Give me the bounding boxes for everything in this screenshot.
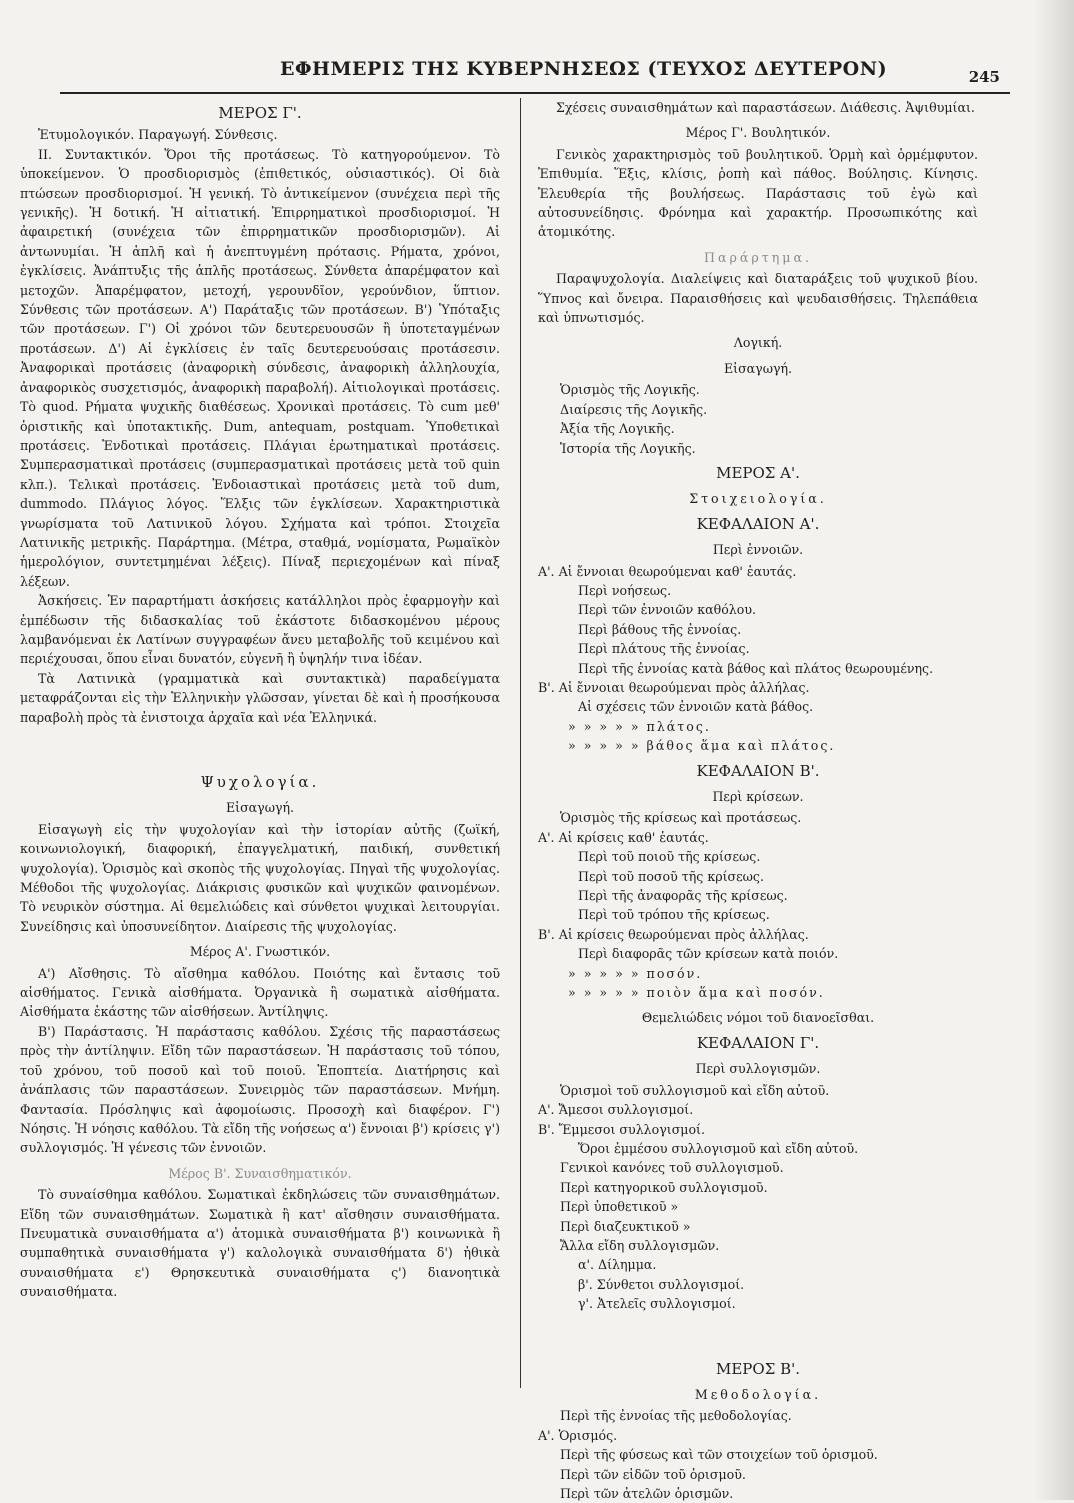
part-c-heading: ΜΕΡΟΣ Γ'.: [218, 104, 302, 122]
list-item: Γενικοὶ κανόνες τοῦ συλλογισμοῦ.: [560, 1160, 784, 1176]
list-item: Περὶ νοήσεως.: [578, 582, 672, 598]
list-item: Περὶ κατηγορικοῦ συλλογισμοῦ.: [560, 1179, 768, 1195]
list-item: Ἀξία τῆς Λογικῆς.: [560, 421, 675, 437]
paragraph: Γενικὸς χαρακτηρισμὸς τοῦ βουλητικοῦ. Ὁρμὴ καὶ ὁρμέμφυτον. Ἐπιθυμία. Ἕξις, κλίσις, ῥοπὴ καὶ πάθος. Βούλησις. Κίνησις. Ἐλευθερία τῆς βουλήσεως. Παράστασις τοῦ ἐγὼ καὶ αὐτοσυνείδησις. Φρόνημα καὶ χαρακτήρ. Προσωπικότης καὶ ἀτομικότης.: [538, 146, 978, 240]
paragraph: Β') Παράστασις. Ἡ παράστασις καθόλου. Σχέσις τῆς παραστάσεως πρὸς τὴν ἀντίληψιν. Εἴδη τῶν παραστάσεων. Ἡ παράστασις τοῦ τόπου, τοῦ χρόνου, τοῦ ποσοῦ καὶ τοῦ ποιοῦ. Ἐποπτεία. Διατήρησις καὶ ἀνάπλασις τῶν παραστάσεων. Συνειρμὸς τῶν παραστάσεων. Μνήμη. Φαντασία. Πρόσληψις καὶ ἀφομοίωσις. Προσοχὴ καὶ διαφέρον. Γ') Νόησις. Ἡ νόησις καθόλου. Τὰ εἴδη τῆς νοήσεως α') ἔννοιαι β') κρίσεις γ') συλλογισμός. Ἡ γένεσις τῶν ἐννοιῶν.: [20, 1023, 500, 1156]
fundamental-laws-heading: Θεμελιώδεις νόμοι τοῦ διανοεῖσθαι.: [641, 1010, 875, 1026]
list-item: β'. Σύνθετοι συλλογισμοί.: [578, 1276, 745, 1292]
part-b-heading: Μέρος Β'. Συναισθηματικόν.: [168, 1165, 352, 1181]
list-item: Β'. Αἱ κρίσεις θεωρούμεναι πρὸς ἀλλήλας.: [538, 926, 809, 942]
list-item: Α'. Ἄμεσοι συλλογισμοί.: [538, 1102, 694, 1118]
list-item: Περὶ τῆς ἐννοίας κατὰ βάθος καὶ πλάτος θεωρουμένης.: [578, 660, 934, 676]
introduction-heading: Εἰσαγωγή.: [225, 800, 295, 816]
list-item: Περὶ ὑποθετικοῦ »: [560, 1199, 679, 1215]
chapter-b-heading: ΚΕΦΑΛΑΙΟΝ Β'.: [696, 761, 820, 780]
ditto-line: » » » » » πλάτος.: [568, 718, 711, 734]
left-column: [20, 98, 500, 1302]
list-item: Αἱ σχέσεις τῶν ἐννοιῶν κατὰ βάθος.: [578, 699, 814, 715]
list-item: Περὶ τοῦ ποιοῦ τῆς κρίσεως.: [578, 849, 761, 865]
list-item: α'. Δίλημμα.: [578, 1257, 657, 1273]
list-item: Ἄλλα εἴδη συλλογισμῶν.: [560, 1237, 720, 1253]
ditto-line: » » » » » ποσόν.: [568, 965, 703, 981]
chapter-a-heading: ΚΕΦΑΛΑΙΟΝ Α'.: [696, 514, 820, 533]
list-item: Ὁρισμοὶ τοῦ συλλογισμοῦ καὶ εἴδη αὐτοῦ.: [560, 1082, 830, 1098]
elements-heading: Στοιχειολογία.: [689, 491, 827, 507]
paragraph: Ἀσκήσεις. Ἐν παραρτήματι ἀσκήσεις κατάλληλοι πρὸς ἐφαρμογὴν καὶ ἐμπέδωσιν τῆς διδασκαλίας τοῦ ἑκάστοτε διδασκομένου μέρους λαμβανόμεναι ἐκ Λατίνων συγγραφέων ἄνευ μεταβολῆς τοῦ κειμένου καὶ περιέχουσαι, ὅπου εἶναι δυνατόν, εὐγενῆ ἢ ὑψηλήν τινα ἰδέαν.: [20, 593, 500, 667]
right-column: [538, 98, 978, 1503]
psychology-heading: Ψυχολογία.: [200, 773, 320, 791]
page-title: ΕΦΗΜΕΡΙΣ ΤΗΣ ΚΥΒΕΡΝΗΣΕΩΣ (ΤΕΥΧΟΣ ΔΕΥΤΕΡΟΝ): [280, 58, 888, 80]
list-item: Περὶ διαζευκτικοῦ »: [560, 1218, 691, 1234]
part-b-heading: ΜΕΡΟΣ Β'.: [716, 1359, 800, 1378]
paragraph: Σχέσεις συναισθημάτων καὶ παραστάσεων. Διάθεσις. Ἀψιθυμίαι.: [556, 100, 975, 115]
list-item: Περὶ τῶν ἐννοιῶν καθόλου.: [578, 602, 757, 618]
column-divider: [520, 98, 521, 1388]
page-number: 245: [968, 68, 1000, 86]
chapter-b-subheading: Περὶ κρίσεων.: [712, 789, 804, 804]
list-item: Περὶ τῆς ἐννοίας τῆς μεθοδολογίας.: [560, 1408, 792, 1424]
list-item: Περὶ διαφορᾶς τῶν κρίσεων κατὰ ποιόν.: [578, 946, 839, 962]
list-item: Περὶ τῆς ἀναφορᾶς τῆς κρίσεως.: [578, 888, 788, 904]
list-item: Περὶ τῶν εἰδῶν τοῦ ὁρισμοῦ.: [560, 1466, 746, 1482]
header-rule: [60, 92, 1010, 94]
logic-heading: Λογική.: [733, 335, 783, 351]
paragraph: Ἐτυμολογικόν. Παραγωγή. Σύνθεσις.: [38, 127, 278, 143]
list-item: Περὶ τοῦ τρόπου τῆς κρίσεως.: [578, 907, 770, 923]
gutter-shadow: [1034, 0, 1074, 1500]
introduction-heading: Εἰσαγωγή.: [723, 360, 793, 376]
list-item: Ἱστορία τῆς Λογικῆς.: [560, 440, 696, 456]
paragraph: Εἰσαγωγὴ εἰς τὴν ψυχολογίαν καὶ τὴν ἱστορίαν αὐτῆς (ζωϊκή, κοινωνιολογική, διαφορική, ἐπαγγελματική, παιδική, συνθετική ψυχολογία). Ὁρισμὸς καὶ σκοπὸς τῆς ψυχολογίας. Πηγαὶ τῆς ψυχολογίας. Μέθοδοι τῆς ψυχολογίας. Διάκρισις φυσικῶν καὶ ψυχικῶν φαινομένων. Τὸ νευρικὸν σύστημα. Αἱ θεμελιώδεις καὶ σύνθετοι ψυχικαὶ λειτουργίαι. Συνείδησις καὶ ὑποσυνείδητον. Διαίρεσις τῆς ψυχολογίας.: [20, 821, 500, 934]
list-item: Περὶ τῆς φύσεως καὶ τῶν στοιχείων τοῦ ὁρισμοῦ.: [560, 1447, 878, 1463]
appendix-heading: Παράρτημα.: [703, 249, 812, 265]
paragraph: Α') Αἴσθησις. Τὸ αἴσθημα καθόλου. Ποιότης καὶ ἔντασις τοῦ αἰσθήματος. Γενικὰ αἰσθήματα. Ὀργανικὰ ἢ σωματικὰ αἰσθήματα. Αἰσθήματα ἑκάστης τῶν αἰσθήσεων. Ἀντίληψις.: [20, 965, 500, 1020]
chapter-c-subheading: Περὶ συλλογισμῶν.: [695, 1061, 821, 1077]
list-item: Διαίρεσις τῆς Λογικῆς.: [560, 401, 708, 417]
paragraph: Τὸ συναίσθημα καθόλου. Σωματικαὶ ἐκδηλώσεις τῶν συναισθημάτων. Εἴδη τῶν συναισθημάτων. Σωματικὰ ἢ κατ' αἴσθησιν συναισθήματα. Πνευματικὰ συναισθήματα α') ἀτομικὰ συναισθήματα β') κοινωνικὰ ἢ συμπαθητικὰ συναισθήματα γ') καλολογικὰ συναισθήματα δ') ἠθικὰ συναισθήματα ε') Θρησκευτικὰ συναισθήματα ς') διανοητικὰ συναισθήματα.: [20, 1187, 500, 1300]
ditto-line: » » » » » βάθος ἅμα καὶ πλάτος.: [568, 738, 836, 754]
list-item: γ'. Ἀτελεῖς συλλογισμοί.: [578, 1296, 736, 1312]
list-item: Ὁρισμὸς τῆς Λογικῆς.: [560, 382, 700, 398]
list-item: Περὶ τῶν ἀτελῶν ὁρισμῶν.: [560, 1486, 734, 1501]
part-a-heading: ΜΕΡΟΣ Α'.: [716, 463, 800, 482]
list-item: Α'. Αἱ κρίσεις καθ' ἑαυτάς.: [538, 829, 709, 845]
list-item: Α'. Αἱ ἔννοιαι θεωρούμεναι καθ' ἑαυτάς.: [538, 563, 797, 579]
ditto-line: » » » » » ποιὸν ἅμα καὶ ποσόν.: [568, 985, 825, 1001]
chapter-c-heading: ΚΕΦΑΛΑΙΟΝ Γ'.: [696, 1033, 820, 1052]
list-item: Ὁρισμὸς τῆς κρίσεως καὶ προτάσεως.: [560, 810, 802, 826]
list-item: Περὶ πλάτους τῆς ἐννοίας.: [578, 641, 750, 657]
part-c-heading: Μέρος Γ'. Βουλητικόν.: [685, 125, 831, 141]
list-item: Β'. Αἱ ἔννοιαι θεωρούμεναι πρὸς ἀλλήλας.: [538, 679, 810, 695]
paragraph: Τὰ Λατινικὰ (γραμματικὰ καὶ συντακτικὰ) παραδείγματα μεταφράζονται εἰς τὴν Ἑλληνικὴν γλῶσσαν, γίνεται δὲ καὶ ἡ προσήκουσα παραβολὴ πρὸς τὰ ἐνιστοιχα ἀρχαῖα καὶ νέα Ἑλληνικά.: [20, 670, 500, 725]
list-item: Περὶ βάθους τῆς ἐννοίας.: [578, 621, 742, 637]
chapter-a-subheading: Περὶ ἐννοιῶν.: [712, 542, 804, 558]
paragraph: Παραψυχολογία. Διαλείψεις καὶ διαταράξεις τοῦ ψυχικοῦ βίου. Ὕπνος καὶ ὄνειρα. Παραισθήσεις καὶ ψευδαισθήσεις. Τηλεπάθεια καὶ ὑπνωτισμός.: [538, 271, 978, 326]
paragraph: ΙΙ. Συντακτικόν. Ὅροι τῆς προτάσεως. Τὸ κατηγορούμενον. Τὸ ὑποκείμενον. Ὁ προσδιορισμὸς (ἐπιθετικός, οὐσιαστικός). Οἱ διὰ πτώσεων προσδιορισμοί. Ἡ γενική. Τὸ ἀντικείμενον (συνέχεια περὶ τῆς γενικῆς). Ἡ δοτική. Ἡ αἰτιατική. Ἐπιρρηματικοὶ προσδιορισμοί. Ἡ ἀφαιρετική (συνέχεια τῶν ἐπιρρηματικῶν προσδιορισμῶν). Αἱ ἀντωνυμίαι. Ἡ ἁπλῆ καὶ ἡ ἀνεπτυγμένη πρότασις. Ρήματα, χρόνοι, ἐγκλίσεις. Ἀνάπτυξις τῆς ἁπλῆς προτάσεως. Σύνθετα ἀπαρέμφατον καὶ μετοχῶν. Ἀπαρέμφατον, μετοχή, γερουνδῖον, γερούνδιον, ὕπτιον. Σύνθεσις τῶν προτάσεων. Α') Παράταξις τῶν προτάσεων. Β') Ὑπόταξις τῶν προτάσεων. Γ') Οἱ χρόνοι τῶν δευτερευουσῶν ἢ ὑποτεταγμένων προτάσεων. Δ') Αἱ ἐγκλίσεις ἐν ταῖς δευτερευούσαις προτάσεσιν. Ἀναφορικαὶ προτάσεις (ἀναφορικὴ σύνδεσις, ἀναφορικὴ ἀλληλουχία, ἀναφορικὸς συσχετισμός, ἀναφορικὴ παραβολή). Αἰτιολογικαὶ προτάσεις. Τὸ quod. Ρήματα ψυχικῆς διαθέσεως. Χρονικαὶ προτάσεις. Τὸ cum μεθ' ὁριστικῆς καὶ ὑποτακτικῆς. Dum, antequam, postquam. Ὑποθετικαὶ προτάσεις. Ἐνδοτικαὶ προτάσεις. Πλάγιαι ἐρωτηματικαὶ προτάσεις. Συμπερασματικαὶ προτάσεις (συμπερασματικαὶ προτάσεις μετὰ τοῦ quin κλπ.). Τελικαὶ προτάσεις. Ἐνδοιαστικαὶ προτάσεις μετὰ τοῦ dum, dummodo. Πλάγιος λόγος. Ἕλξις τῶν ἐγκλίσεων. Χαρακτηριστικὰ γνωρίσματα τοῦ Λατινικοῦ λόγου. Σχήματα καὶ τρόποι. Στοιχεῖα Λατινικῆς μετρικῆς. Παράρτημα. (Μέτρα, σταθμά, νομίσματα, Ρωμαϊκὸν ἡμερολόγιον, συντετμημέναι λέξεις). Πίναξ περιεχομένων καὶ πίναξ λέξεων.: [20, 146, 500, 589]
methodology-heading: Μεθοδολογία.: [694, 1386, 822, 1402]
list-item: Περὶ τοῦ ποσοῦ τῆς κρίσεως.: [578, 868, 764, 884]
page-header: [60, 52, 1000, 92]
list-item: Α'. Ὁρισμός.: [538, 1427, 618, 1443]
part-a-heading: Μέρος Α'. Γνωστικόν.: [189, 944, 331, 960]
list-item: Β'. Ἔμμεσοι συλλογισμοί.: [538, 1121, 706, 1137]
list-item: Ὅροι ἐμμέσου συλλογισμοῦ καὶ εἴδη αὐτοῦ.: [578, 1140, 859, 1156]
